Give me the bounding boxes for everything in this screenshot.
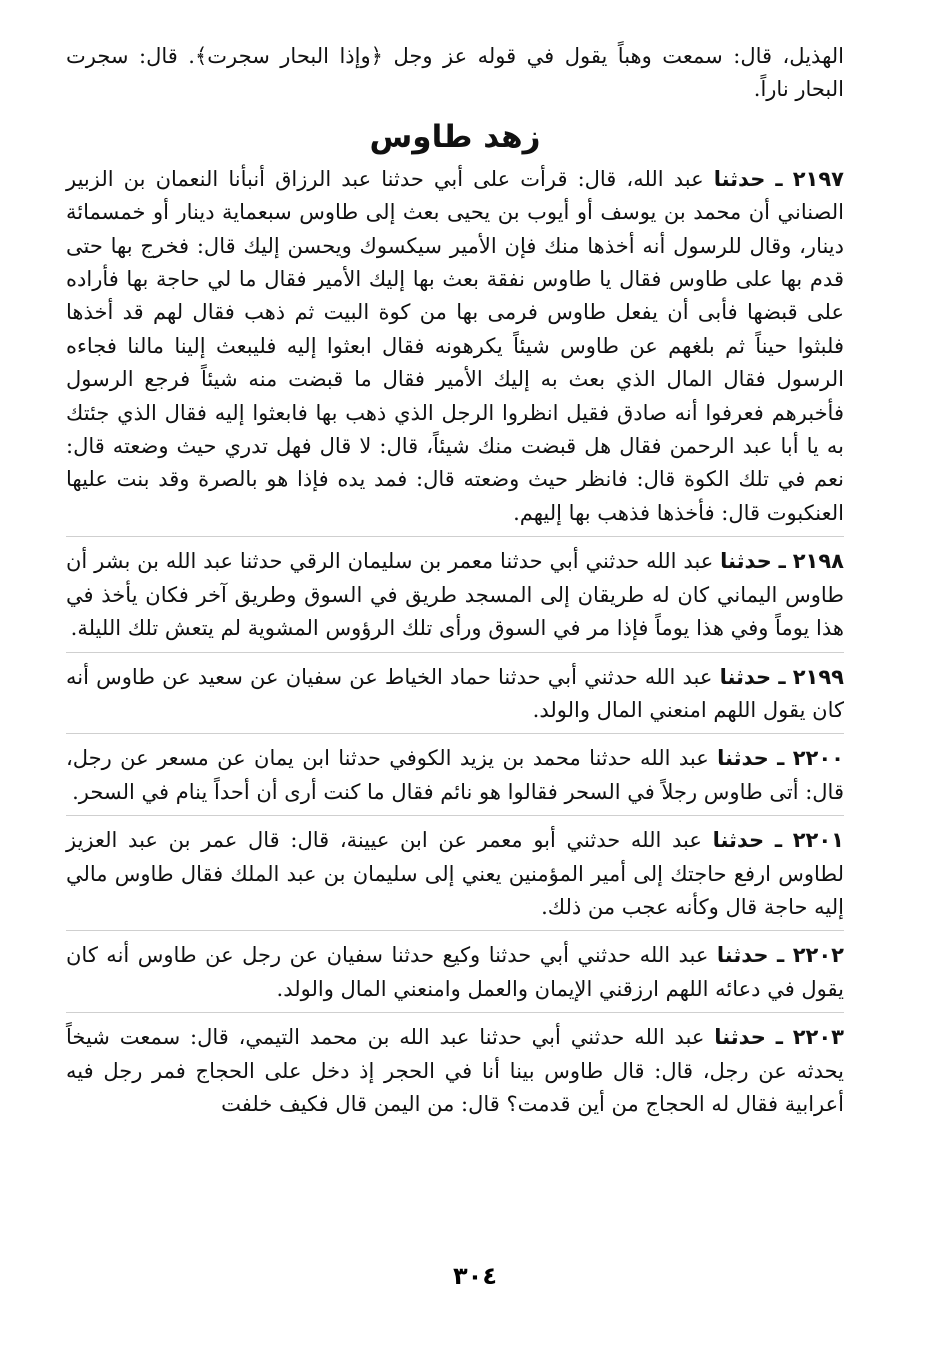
hadith-entry: [66, 163, 844, 530]
entry-keyword: حدثنا: [716, 943, 769, 968]
entry-keyword: حدثنا: [712, 828, 765, 853]
entry-text: عبد الله حدثني أبي حدثنا عبد الله بن محمد التيمي، قال: سمعت شيخاً يحدثه عن رجل، قال: قال طاوس بينا أنا في الحجر إذ دخل على الحجاج فمر رجل فيه أعرابية فقال له الحجاج من أين قدمت؟ قال: من اليمن قال فكيف خلفت: [66, 1025, 844, 1116]
entry-divider: [66, 733, 844, 734]
hadith-entry: [66, 661, 844, 728]
entry-number: ٢٢٠٢: [792, 943, 844, 968]
page-number: ٣٠٤: [453, 1262, 497, 1290]
entry-divider: [66, 930, 844, 931]
entry-divider: [66, 652, 844, 653]
entry-text: عبد الله حدثني أبي حدثنا معمر بن سليمان الرقي حدثنا عبد الله بن بشر أن طاوس اليماني كان له طريقان إلى المسجد طريق في السوق وطريق آخر فكان يأخذ في هذا يوماً وفي هذا يوماً فإذا مر في السوق ورأى تلك الرؤوس المشوية لم يتعش تلك الليلة.: [66, 549, 844, 641]
section-title: زهد طاوس: [369, 118, 541, 155]
entry-text: عبد الله حدثني أبي حدثنا حماد الخياط عن سفيان عن سعيد عن طاوس أنه كان يقول اللهم امنعني المال والولد.: [66, 664, 844, 722]
entry-number: ٢٢٠٠: [792, 746, 844, 771]
document-page: [66, 40, 844, 1330]
entry-keyword: حدثنا: [719, 664, 772, 689]
entry-dash: ـ: [778, 549, 786, 574]
entry-dash: ـ: [778, 664, 786, 689]
hadith-entry: [66, 824, 844, 924]
entry-dash: ـ: [775, 166, 783, 191]
entry-divider: [66, 815, 844, 816]
entry-number: ٢٢٠١: [792, 828, 844, 853]
entry-number: ٢٢٠٣: [792, 1025, 844, 1050]
entry-number: ٢١٩٨: [792, 549, 844, 574]
entry-keyword: حدثنا: [717, 746, 769, 771]
entry-divider: [66, 1012, 844, 1013]
entry-dash: ـ: [775, 1025, 783, 1050]
entry-text: عبد الله حدثني أبي حدثنا وكيع حدثنا سفيان عن رجل عن طاوس أنه كان يقول في دعائه اللهم ارزقني الإيمان والعمل وامنعني المال والولد.: [66, 943, 844, 1001]
entry-number: ٢١٩٧: [792, 166, 844, 191]
intro-paragraph: الهذيل، قال: سمعت وهباً يقول في قوله عز وجل ﴿وإذا البحار سجرت﴾. قال: سجرت البحار ناراً.: [66, 44, 844, 102]
entry-text: عبد الله حدثنا محمد بن يزيد الكوفي حدثنا ابن يمان عن مسعر عن رجل، قال: أتى طاوس رجلاً في السحر فقالوا هو نائم فقال ما كنت أرى أن أحداً ينام في السحر.: [66, 746, 844, 804]
entry-number: ٢١٩٩: [792, 664, 844, 689]
entry-keyword: حدثنا: [720, 549, 772, 574]
entry-text: عبد الله حدثني أبو معمر عن ابن عيينة، قال: قال عمر بن عبد العزيز لطاوس ارفع حاجتك إلى أمير المؤمنين يعني إلى سليمان بن عبد الملك فقال طاوس مالي إليه حاجة قال وكأنه عجب من ذلك.: [66, 828, 844, 919]
hadith-entry: [66, 1021, 844, 1121]
entry-dash: ـ: [777, 746, 785, 771]
entry-keyword: حدثنا: [713, 166, 766, 191]
entry-dash: ـ: [777, 943, 785, 968]
entry-divider: [66, 536, 844, 537]
entry-keyword: حدثنا: [714, 1025, 766, 1050]
hadith-entry: [66, 545, 844, 645]
entry-dash: ـ: [774, 828, 783, 853]
hadith-entry: [66, 939, 844, 1006]
hadith-entry: [66, 742, 844, 809]
entries-list: [66, 163, 844, 1122]
entry-text: عبد الله، قال: قرأت على أبي حدثنا عبد الرزاق أنبأنا النعمان بن الزبير الصناني أن محمد بن يوسف أو أيوب بن يحيى بعث إلى طاوس سبعماية دينار أو خمسمائة دينار، وقال للرسول أنه أخذها منك فإن الأمير سيكسوك ويحسن إليك قال: فخرج بها حتى قدم بها على طاوس فقال يا طاوس نفقة بعث بها إليك الأمير فقال ما لي حاجة بها فأراده على قبضها فأبى أن يفعل طاوس فرمى بها من كوة البيت ثم ذهب فقال لهم قد أخذها فلبثوا حيناً ثم بلغهم عن طاوس شيئاً يكرهونه فقال ابعثوا إليه فليبعث إلينا مالنا فجاءه الرسول فقال المال الذي بعث به إليك الأمير فقال ما قبضت منه شيئاً فرجع الرسول فأخبرهم فعرفوا أنه صادق فقيل انظروا الرجل الذي ذهب بها فابعثوا إليه فقال الذي جئتك به يا أبا عبد الرحمن فقال هل قبضت منك شيئاً، قال: لا قال فهل تدري حيث وضعته قال: نعم في تلك الكوة قال: فانظر حيث وضعته قال: فمد يده فإذا هو بالصرة وقد بنت عليها العنكبوت قال: فأخذها فذهب بها إليهم.: [66, 166, 844, 525]
